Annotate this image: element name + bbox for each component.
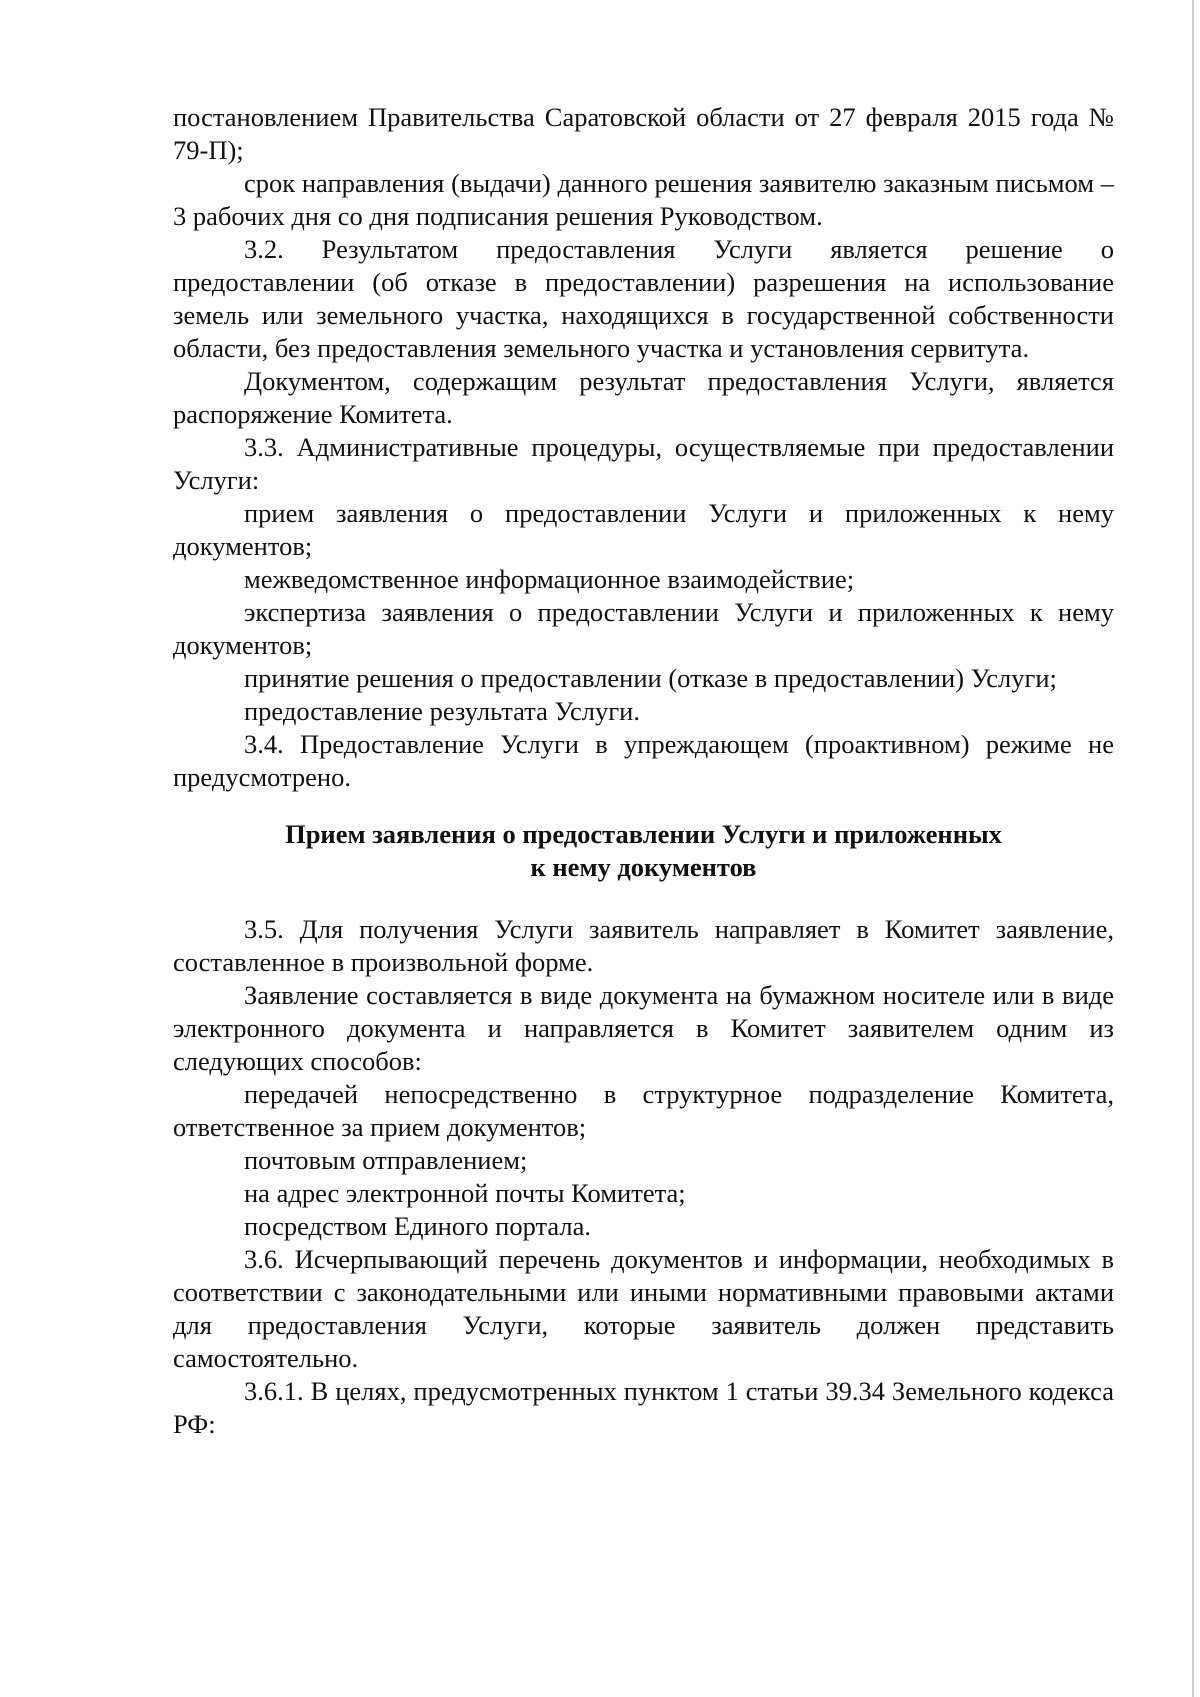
list-item-reception: прием заявления о предоставлении Услуги и приложенных к нему документов;: [173, 498, 1114, 561]
section-heading-line-1: Прием заявления о предоставлении Услуги и приложенных: [285, 819, 1002, 849]
list-item-direct-transfer: передачей непосредственно в структурное подразделение Комитета, ответственное за прием документов;: [173, 1079, 1114, 1142]
list-item-postal: почтовым отправлением;: [244, 1145, 528, 1175]
paragraph-3-2: 3.2. Результатом предоставления Услуги является решение о предоставлении (об отказе в предоставлении) разрешения на использование земель или земельного участка, находящихся в государственной собственности области, без предоставления земельного участка и установления сервитута.: [173, 234, 1114, 363]
list-item-expertise: экспертиза заявления о предоставлении Услуги и приложенных к нему документов;: [173, 597, 1114, 660]
paragraph-result-document: Документом, содержащим результат предоставления Услуги, является распоряжение Комитета.: [173, 366, 1114, 429]
paragraph-continuation: постановлением Правительства Саратовской области от 27 февраля 2015 года № 79-П);: [173, 102, 1114, 165]
paragraph-3-5: 3.5. Для получения Услуги заявитель направляет в Комитет заявление, составленное в произвольной форме.: [173, 914, 1114, 977]
document-body: [173, 101, 1114, 1441]
section-heading: [173, 818, 1114, 884]
paragraph-delivery-term: срок направления (выдачи) данного решения заявителю заказным письмом – 3 рабочих дня со дня подписания решения Руководством.: [173, 168, 1114, 231]
paragraph-submission-methods: Заявление составляется в виде документа на бумажном носителе или в виде электронного документа и направляется в Комитет заявителем одним из следующих способов:: [173, 980, 1114, 1076]
paragraph-3-4: 3.4. Предоставление Услуги в упреждающем (проактивном) режиме не предусмотрено.: [173, 729, 1114, 792]
section-heading-line-2: к нему документов: [530, 852, 757, 882]
list-item-decision: принятие решения о предоставлении (отказе в предоставлении) Услуги;: [244, 663, 1057, 693]
page-edge-line: [1192, 0, 1194, 1697]
paragraph-3-6: 3.6. Исчерпывающий перечень документов и информации, необходимых в соответствии с законодательными или иными нормативными правовыми актами для предоставления Услуги, которые заявитель должен представить самостоятельно.: [173, 1244, 1114, 1373]
paragraph-3-6-1: 3.6.1. В целях, предусмотренных пунктом 1 статьи 39.34 Земельного кодекса РФ:: [173, 1376, 1114, 1439]
list-item-email: на адрес электронной почты Комитета;: [244, 1178, 686, 1208]
paragraph-3-3: 3.3. Административные процедуры, осуществляемые при предоставлении Услуги:: [173, 432, 1114, 495]
list-item-result: предоставление результата Услуги.: [244, 696, 640, 726]
list-item-interaction: межведомственное информационное взаимодействие;: [244, 564, 855, 594]
list-item-portal: посредством Единого портала.: [244, 1211, 592, 1241]
